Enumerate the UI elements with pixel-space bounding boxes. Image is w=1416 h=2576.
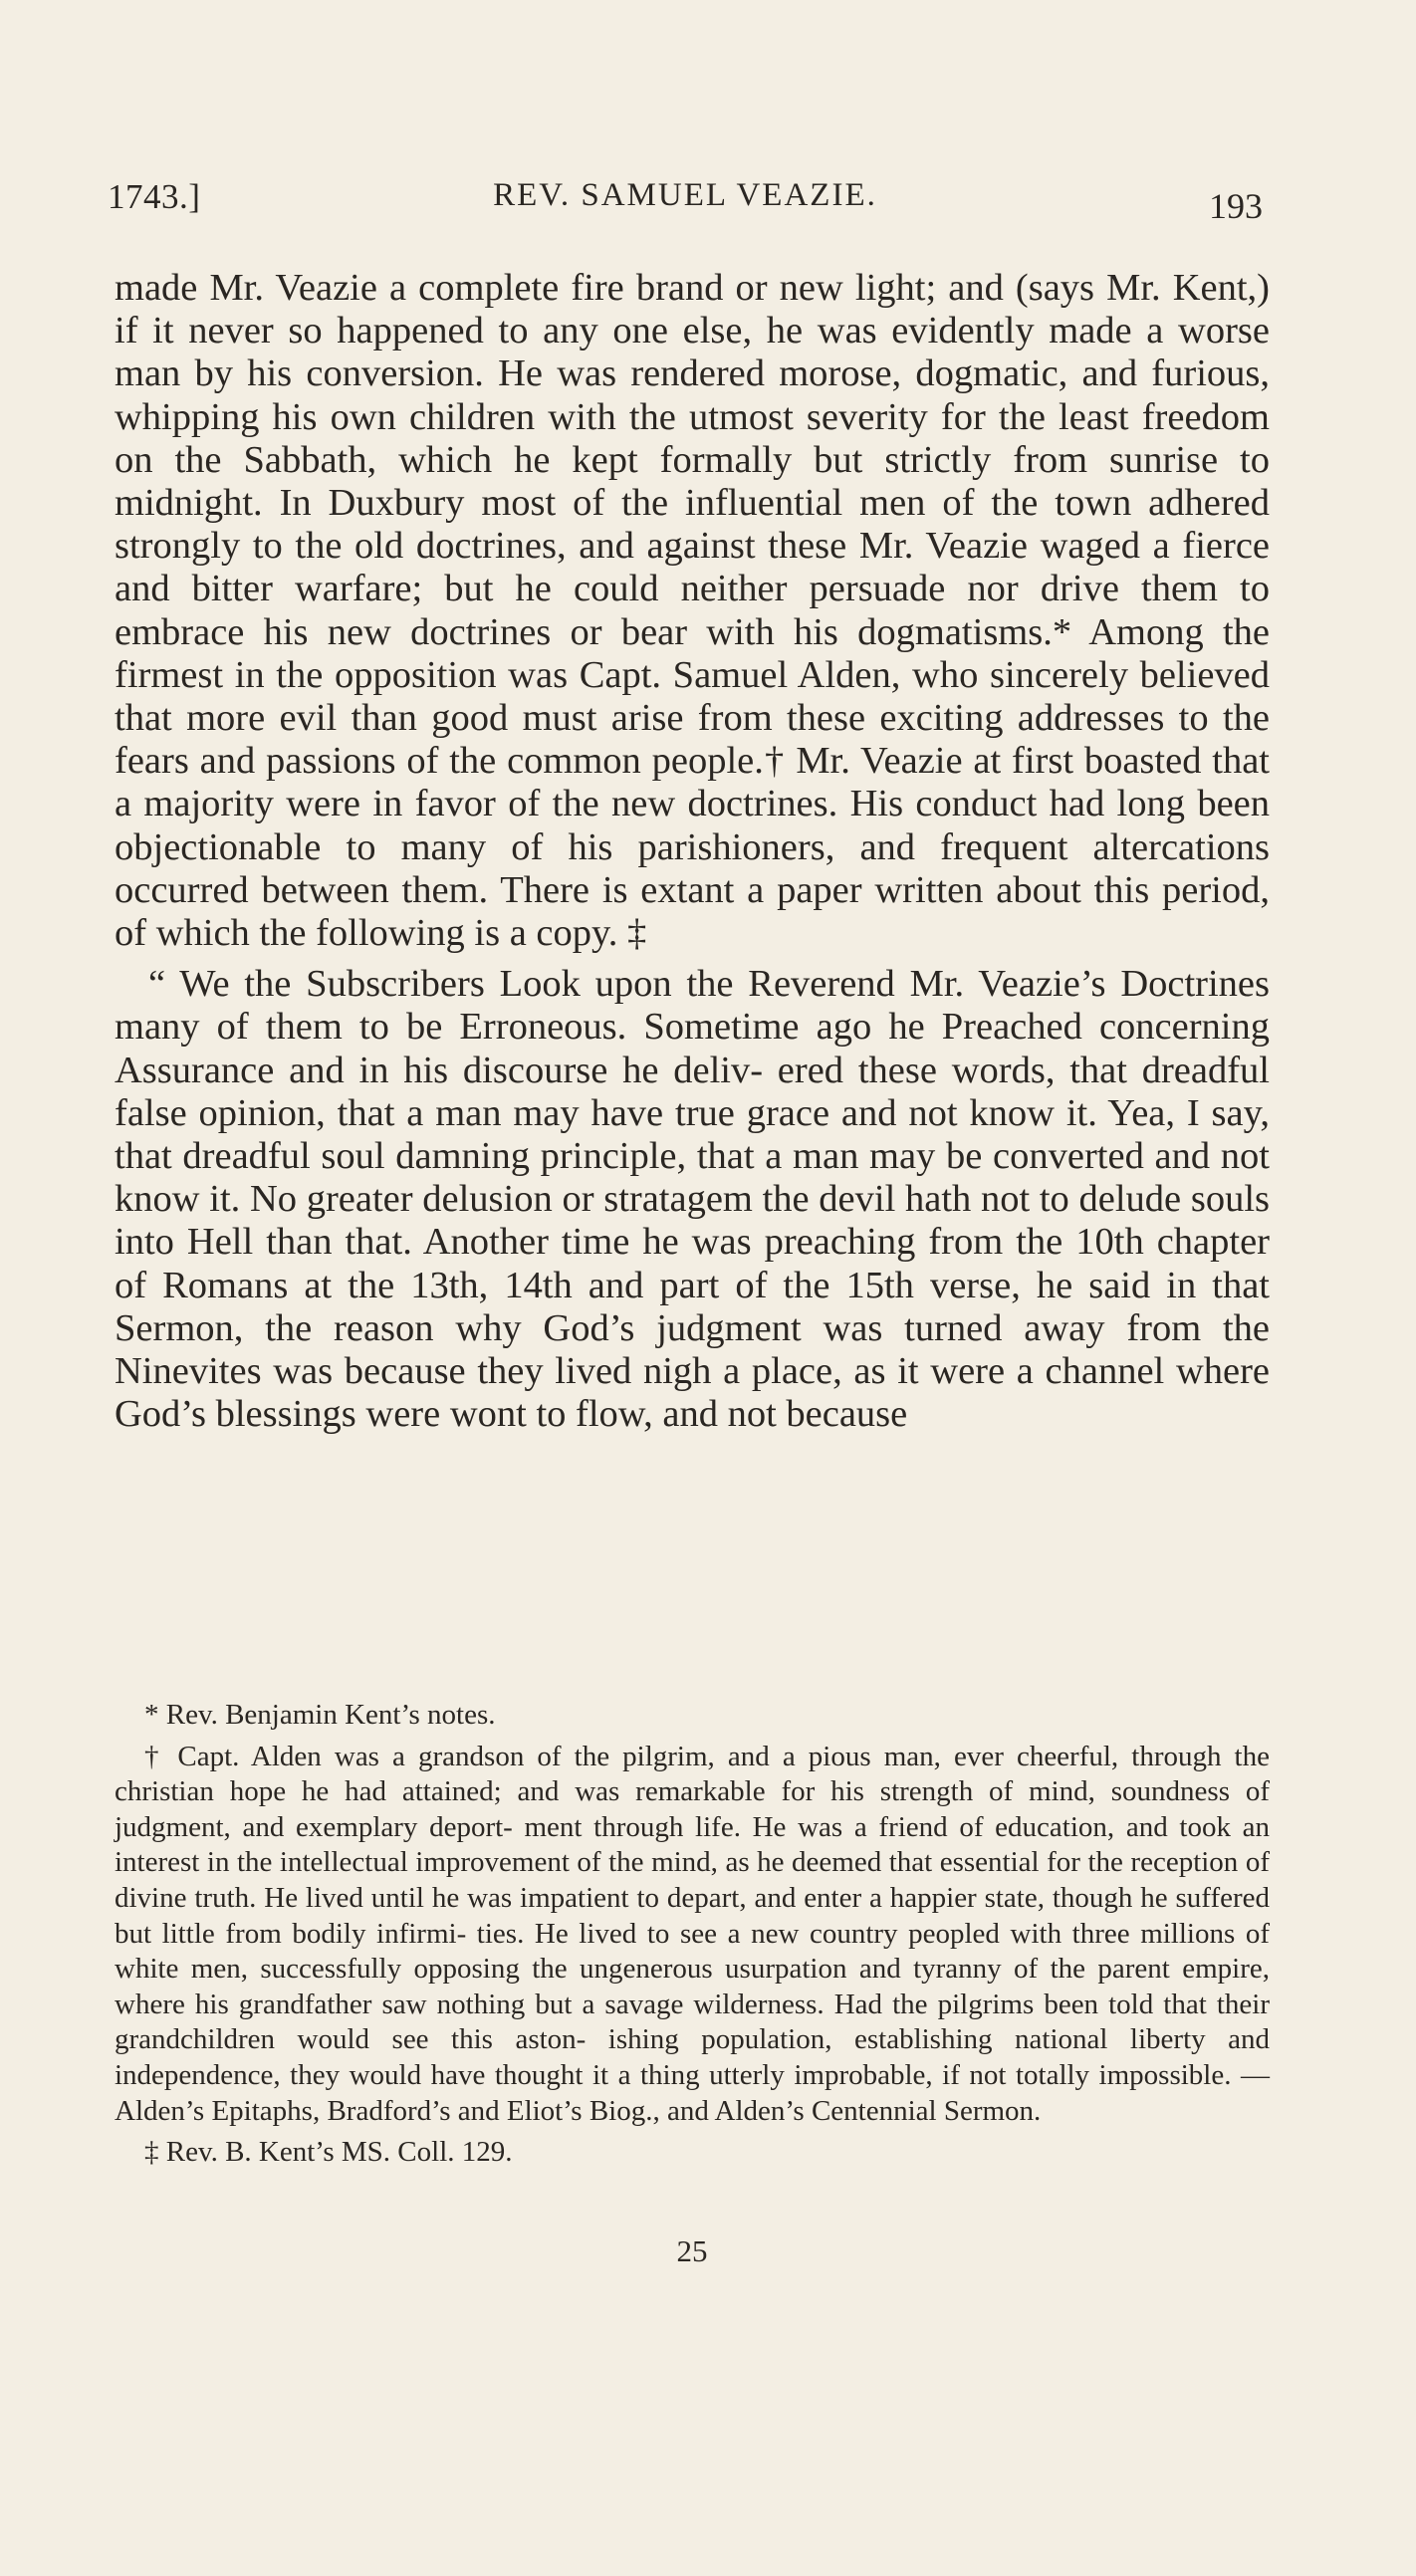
footnote-3: ‡ Rev. B. Kent’s MS. Coll. 129. xyxy=(144,2136,513,2169)
page-number: 193 xyxy=(1209,186,1263,226)
running-header xyxy=(108,171,1263,231)
header-title: REV. SAMUEL VEAZIE. xyxy=(493,177,877,213)
quoted-paragraph: “ We the Subscribers Look upon the Reverend Mr. Veazie’s Doctrines many of them to be Erroneous. Sometime ago he Preached concerning Assurance and in his discourse he deliv- ered these words, that dreadful false opinion, that a man may have true grace and not know it. Yea, I say, that dreadful soul damning principle, that a man may be converted and not know it. No greater delusion or stratagem the devil hath not to delude souls into Hell than that. Another time he was preaching from the 10th chapter of Romans at the 13th, 14th and part of the 15th verse, he said in that Sermon, the reason why God’s judgment was turned away from the Ninevites was because they lived nigh a place, as it were a channel where God’s blessings were wont to flow, and not because xyxy=(115,963,1270,1436)
main-text xyxy=(115,267,1270,1436)
signature-mark: 25 xyxy=(676,2233,708,2268)
footnote-2: † Capt. Alden was a grandson of the pilgrim, and a pious man, ever cheerful, through the christian hope he had attained; and was remarkable for his strength of mind, soundness of judgment, and exemplary deport- ment through life. He was a friend of education, and took an interest in the intellectual improvement of the mind, as he deemed that essential for the reception of divine truth. He lived until he was impatient to depart, and enter a happier state, though he suffered but little from bodily infirmi- ties. He lived to see a new country peopled with three millions of white men, successfully opposing the ungenerous usurpation and tyranny of the parent empire, where his grandfather saw nothing but a savage wilderness. Had the pilgrims been told that their grandchildren would see this aston- ishing population, establishing national liberty and independence, they would have thought it a thing utterly improbable, if not totally impossible. —Alden’s Epitaphs, Bradford’s and Eliot’s Biog., and Alden’s Centennial Sermon. xyxy=(115,1740,1270,2127)
footnotes xyxy=(115,1698,1270,2177)
header-year: 1743.] xyxy=(108,177,201,216)
body-paragraph: made Mr. Veazie a complete fire brand or new light; and (says Mr. Kent,) if it never so happened to any one else, he was evidently made a worse man by his conversion. He was rendered morose, dogmatic, and furious, whipping his own children with the utmost severity for the least freedom on the Sabbath, which he kept formally but strictly from sunrise to midnight. In Duxbury most of the influential men of the town adhered strongly to the old doctrines, and against these Mr. Veazie waged a fierce and bitter warfare; but he could neither persuade nor drive them to embrace his new doctrines or bear with his dogmatisms.* Among the firmest in the opposition was Capt. Samuel Alden, who sincerely believed that more evil than good must arise from these exciting addresses to the fears and passions of the common people.† Mr. Veazie at first boasted that a majority were in favor of the new doctrines. His conduct had long been objectionable to many of his parishioners, and frequent altercations occurred between them. There is extant a paper written about this period, of which the following is a copy. ‡ xyxy=(115,267,1270,955)
footnote-1: * Rev. Benjamin Kent’s notes. xyxy=(144,1699,496,1731)
